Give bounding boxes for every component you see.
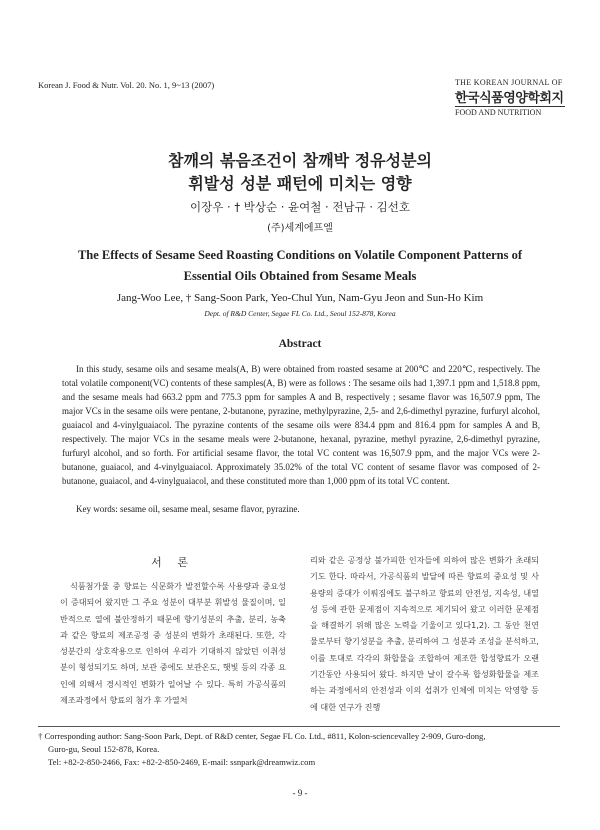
abstract-heading: Abstract	[278, 338, 322, 350]
footnote-line1: † Corresponding author: Sang-Soon Park, Dept. of R&D center, Segae FL Co. Ltd., #811, Kolon-sciencevalley 2-909, Guro-dong,	[38, 731, 486, 741]
keywords: Key words: sesame oil, sesame meal, sesame flavor, pyrazine.	[76, 504, 300, 514]
affiliation-english: Dept. of R&D Center, Segae FL Co. Ltd., Seoul 152-878, Korea	[204, 309, 396, 318]
introduction-right-column	[310, 552, 539, 715]
page-number: - 9 -	[292, 788, 308, 798]
journal-name-en-line2: FOOD AND NUTRITION	[455, 106, 565, 117]
authors-english: Jang-Woo Lee, † Sang-Soon Park, Yeo-Chul Yun, Nam-Gyu Jeon and Sun-Ho Kim	[116, 292, 484, 304]
introduction-paragraph-left: 식품첨가물 중 향료는 식문화가 발전할수록 사용량과 중요성이 증대되어 왔지만 그 주요 성분이 대부분 휘발성 물질이며, 일반적으로 열에 불안정하기 때문에 향기성분의 추출, 분리, 농축과 같은 향료의 제조공정 중 성분의 변화가 초래된다. 또한, 각 성분간의 상호작용으로 인하여 우리가 기대하지 않았던 이취성분이 형성되기도 하며, 보관 중에도 보관온도, 햇빛 등의 각종 요인에 의해서 경시적인 변화가 일어날 수 있다. 특히 가공식품의 제조과정에서 향료의 첨가 후 가열처	[60, 581, 286, 706]
footnote-line2: Guro-gu, Seoul 152-878, Korea.	[48, 744, 160, 754]
introduction-heading: 서 론	[151, 556, 194, 569]
title-korean-line2: 휘발성 성분 패턴에 미치는 영향	[188, 174, 412, 193]
journal-masthead	[455, 78, 565, 117]
title-korean-line1: 참깨의 볶음조건이 참깨박 정유성분의	[167, 151, 432, 170]
journal-name-en-line1: THE KOREAN JOURNAL OF	[455, 78, 563, 87]
introduction-left-column	[60, 578, 286, 708]
footnote-divider	[38, 726, 560, 727]
abstract-paragraph: In this study, sesame oils and sesame meals(A, B) were obtained from roasted sesame at 200℃ and 220℃, respectively. The total volatile component(VC) contents of these samples(A, B) were as follows : The sesame oils had 1,397.1 ppm and 1,518.8 ppm, and the sesame meals had 663.2 ppm and 775.3 ppm for samples A and B, respectively ; sesame flavor was 16,507.9 ppm, The major VCs in the sesame oils were pentane, 2-butanone, pyrazine, methylpyrazine, 2,5- and 2,6-dimethyl pyrazine, furfuryl alcohol, guaiacol and 4-vinylguaiacol. The pyrazine contents of the sesame oils were 834.4 ppm and 816.4 ppm for samples A and B, respectively. The major VCs in the sesame meals were 2-butanone, hexanal, pyrazine, methyl pyrazine, 2,6-dimethyl pyrazine, furfuryl alcohol, and so forth. For artificial sesame flavor, the total VC content was 16,507.9 ppm, and the major VCs were 2-butanone, guaiacol, and 4-vinylguaiacol. Approximately 35.02% of the total VC content of sesame flavor was composed of 2-butanone, guaiacol, and 4-vinylguaiacol, and these constituted more than 1,000 ppm of its total VC content.	[62, 364, 540, 486]
affiliation-korean: (주)세계에프엘	[267, 223, 333, 234]
journal-name-ko: 한국식품영양학회지	[455, 91, 564, 106]
authors-korean: 이장우 · † 박상순 · 윤여철 · 전남규 · 김선호	[190, 200, 410, 214]
title-english-line1: The Effects of Sesame Seed Roasting Conditions on Volatile Component Patterns of	[77, 248, 523, 262]
journal-citation: Korean J. Food & Nutr. Vol. 20. No. 1, 9~13 (2007)	[38, 80, 215, 90]
abstract-body	[62, 362, 540, 488]
title-english-line2: Essential Oils Obtained from Sesame Meals	[183, 269, 417, 283]
introduction-paragraph-right: 리와 같은 공정상 불가피한 인자들에 의하여 많은 변화가 초래되기도 한다. 따라서, 가공식품의 발달에 따른 향료의 중요성 및 사용량의 증대가 이뤄짐에도 불구하고 향료의 안전성, 지속성, 내열성 등에 관한 문제점이 지속적으로 제기되어 왔고 이러한 문제점을 해결하기 위해 많은 노력을 기울이고 있다1,2). 그 동안 천연물로부터 향기성분을 추출, 분리하여 그 성분과 조성을 분석하고, 이를 토대로 각각의 화합물을 조합하여 제조한 합성향료가 오랜 기간동안 사용되어 왔다. 하지만 날이 갈수록 합성화합물을 제조하는 과정에서의 안전성과 이의 섭취가 인체에 미치는 악영향 등에 대한 연구가 진행	[310, 555, 539, 712]
footnote-line3: Tel: +82-2-850-2466, Fax: +82-2-850-2469, E-mail: ssnpark@dreamwiz.com	[48, 757, 316, 767]
corresponding-author-footnote	[38, 730, 563, 769]
